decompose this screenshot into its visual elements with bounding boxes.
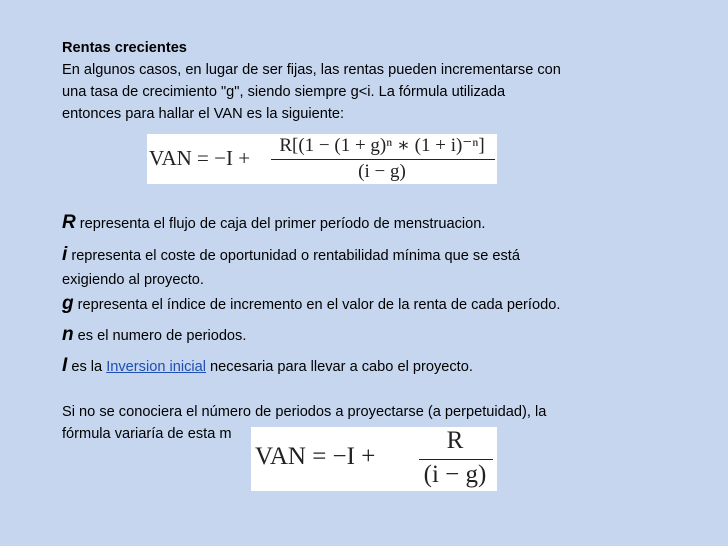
van-formula-growing [147,134,497,184]
closing-line-2: fórmula variaría de esta m [62,426,232,442]
variable-g-definition [62,293,560,316]
variable-g-text: representa el índice de incremento en el valor de la renta de cada período. [73,297,561,313]
variable-I-pre: es la [67,359,107,375]
variable-R-definition [62,212,485,235]
variable-I-post: necesaria para llevar a cabo el proyecto. [206,359,473,375]
formula2-numerator: R [446,427,464,454]
variable-n-definition [62,324,246,347]
variable-R-letter: R [62,212,76,233]
variable-I-letter: I [62,355,68,376]
variable-i-text-continued: exigiendo al proyecto. [62,272,204,288]
variable-I-definition [62,355,473,378]
formula1-lhs: VAN = −I + [149,146,251,170]
van-formula-perpetuity [251,427,497,491]
intro-line-1: En algunos casos, en lugar de ser fijas, las rentas pueden incrementarse con [62,62,561,78]
inversion-inicial-link[interactable]: Inversion inicial [106,359,206,375]
variable-n-text: es el numero de periodos. [73,328,247,344]
formula1-numerator: R[(1 − (1 + g)ⁿ ∗ (1 + i)⁻ⁿ] [279,135,485,156]
intro-line-3: entonces para hallar el VAN es la siguiente: [62,106,345,122]
formula1-denominator: (i − g) [358,161,406,182]
formula2-denominator: (i − g) [423,461,487,488]
variable-i-text: representa el coste de oportunidad o rentabilidad mínima que se está [67,248,520,264]
slide-heading: Rentas crecientes [62,40,187,56]
variable-i-letter: i [62,244,68,265]
intro-line-2: una tasa de crecimiento "g", siendo siempre g<i. La fórmula utilizada [62,84,506,100]
closing-line-1: Si no se conociera el número de periodos a proyectarse (a perpetuidad), la [62,404,547,420]
formula2-lhs: VAN = −I + [255,443,376,470]
variable-i-definition [62,244,520,267]
variable-n-letter: n [62,324,74,345]
variable-R-text: representa el flujo de caja del primer período de menstruacion. [75,216,486,232]
variable-g-letter: g [62,293,74,314]
